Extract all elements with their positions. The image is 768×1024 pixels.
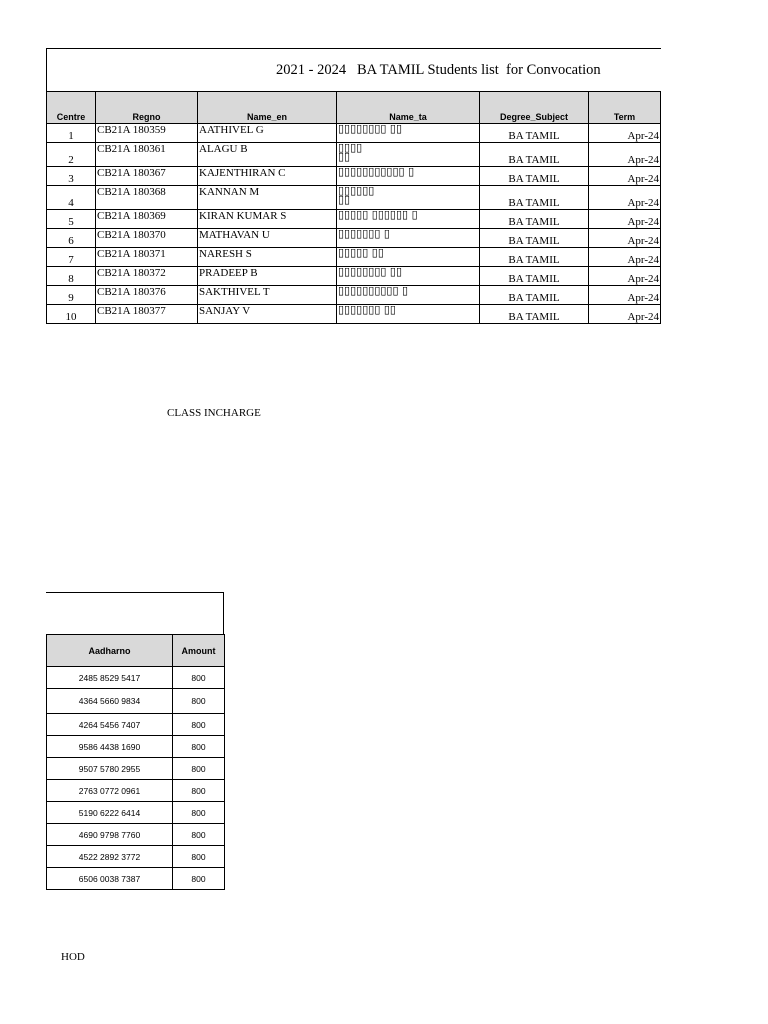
table-row bbox=[47, 167, 661, 186]
table-row bbox=[47, 210, 661, 229]
table-row bbox=[47, 736, 225, 758]
cell-centre: 8 bbox=[47, 267, 96, 286]
cell-term: Apr-24 bbox=[589, 248, 661, 267]
cell-amount: 800 bbox=[173, 846, 225, 868]
cell-name-ta: ▯▯▯▯▯▯▯▯ ▯▯ bbox=[337, 124, 480, 143]
cell-degree-subject: BA TAMIL bbox=[480, 186, 589, 210]
table-row bbox=[47, 267, 661, 286]
title-band bbox=[46, 48, 661, 92]
cell-name-en: PRADEEP B bbox=[198, 267, 337, 286]
table-row bbox=[47, 868, 225, 890]
table-row bbox=[47, 143, 661, 167]
cell-centre: 2 bbox=[47, 143, 96, 167]
header-centre: Centre bbox=[47, 92, 96, 124]
cell-regno: CB21A 180368 bbox=[96, 186, 198, 210]
cell-term: Apr-24 bbox=[589, 267, 661, 286]
cell-name-ta: ▯▯▯▯▯▯▯▯ ▯▯ bbox=[337, 267, 480, 286]
cell-degree-subject: BA TAMIL bbox=[480, 305, 589, 324]
cell-degree-subject: BA TAMIL bbox=[480, 124, 589, 143]
cell-regno: CB21A 180376 bbox=[96, 286, 198, 305]
cell-name-ta: ▯▯▯▯▯▯▯▯▯▯▯ ▯ bbox=[337, 167, 480, 186]
header-name-ta: Name_ta bbox=[337, 92, 480, 124]
cell-name-en: NARESH S bbox=[198, 248, 337, 267]
cell-regno: CB21A 180369 bbox=[96, 210, 198, 229]
cell-name-ta: ▯▯▯▯▯▯▯▯▯▯ ▯ bbox=[337, 286, 480, 305]
table-row bbox=[47, 286, 661, 305]
cell-name-en: MATHAVAN U bbox=[198, 229, 337, 248]
cell-amount: 800 bbox=[173, 736, 225, 758]
cell-degree-subject: BA TAMIL bbox=[480, 210, 589, 229]
cell-amount: 800 bbox=[173, 689, 225, 714]
cell-name-en: SANJAY V bbox=[198, 305, 337, 324]
cell-aadharno: 4522 2892 3772 bbox=[47, 846, 173, 868]
cell-aadharno: 9586 4438 1690 bbox=[47, 736, 173, 758]
hod-label: HOD bbox=[61, 951, 85, 963]
cell-regno: CB21A 180367 bbox=[96, 167, 198, 186]
cell-aadharno: 2485 8529 5417 bbox=[47, 667, 173, 689]
cell-term: Apr-24 bbox=[589, 186, 661, 210]
table-row bbox=[47, 229, 661, 248]
cell-regno: CB21A 180359 bbox=[96, 124, 198, 143]
table-row bbox=[47, 305, 661, 324]
cell-aadharno: 4264 5456 7407 bbox=[47, 714, 173, 736]
cell-degree-subject: BA TAMIL bbox=[480, 167, 589, 186]
cell-term: Apr-24 bbox=[589, 143, 661, 167]
cell-name-en: ALAGU B bbox=[198, 143, 337, 167]
cell-term: Apr-24 bbox=[589, 124, 661, 143]
cell-amount: 800 bbox=[173, 714, 225, 736]
cell-name-ta: ▯▯▯▯▯▯▯ ▯▯ bbox=[337, 305, 480, 324]
cell-degree-subject: BA TAMIL bbox=[480, 248, 589, 267]
cell-name-en: KAJENTHIRAN C bbox=[198, 167, 337, 186]
class-incharge-label: CLASS INCHARGE bbox=[167, 407, 261, 419]
table-row bbox=[47, 667, 225, 689]
cell-name-ta: ▯▯▯▯ ▯▯ bbox=[337, 143, 480, 167]
cell-amount: 800 bbox=[173, 868, 225, 890]
cell-term: Apr-24 bbox=[589, 305, 661, 324]
cell-centre: 4 bbox=[47, 186, 96, 210]
aadhar-table bbox=[46, 634, 225, 890]
cell-aadharno: 5190 6222 6414 bbox=[47, 802, 173, 824]
cell-centre: 3 bbox=[47, 167, 96, 186]
cell-term: Apr-24 bbox=[589, 229, 661, 248]
cell-regno: CB21A 180370 bbox=[96, 229, 198, 248]
cell-term: Apr-24 bbox=[589, 167, 661, 186]
table-row bbox=[47, 689, 225, 714]
cell-aadharno: 6506 0038 7387 bbox=[47, 868, 173, 890]
cell-degree-subject: BA TAMIL bbox=[480, 267, 589, 286]
cell-amount: 800 bbox=[173, 758, 225, 780]
header-amount: Amount bbox=[173, 635, 225, 667]
cell-centre: 5 bbox=[47, 210, 96, 229]
cell-degree-subject: BA TAMIL bbox=[480, 143, 589, 167]
cell-name-ta: ▯▯▯▯▯ ▯▯ bbox=[337, 248, 480, 267]
cell-regno: CB21A 180371 bbox=[96, 248, 198, 267]
cell-aadharno: 4364 5660 9834 bbox=[47, 689, 173, 714]
header-aadharno: Aadharno bbox=[47, 635, 173, 667]
table-row bbox=[47, 124, 661, 143]
aadhar-title-band bbox=[46, 592, 224, 635]
cell-term: Apr-24 bbox=[589, 210, 661, 229]
cell-name-en: SAKTHIVEL T bbox=[198, 286, 337, 305]
cell-centre: 10 bbox=[47, 305, 96, 324]
page-title: 2021 - 2024 BA TAMIL Students list for Convocation bbox=[276, 62, 601, 78]
cell-amount: 800 bbox=[173, 802, 225, 824]
table-row bbox=[47, 846, 225, 868]
table-row bbox=[47, 186, 661, 210]
cell-name-en: KIRAN KUMAR S bbox=[198, 210, 337, 229]
cell-regno: CB21A 180361 bbox=[96, 143, 198, 167]
cell-amount: 800 bbox=[173, 824, 225, 846]
students-table bbox=[46, 91, 661, 324]
cell-name-en: KANNAN M bbox=[198, 186, 337, 210]
cell-degree-subject: BA TAMIL bbox=[480, 286, 589, 305]
students-header-row bbox=[47, 92, 661, 124]
cell-name-ta: ▯▯▯▯▯▯▯ ▯ bbox=[337, 229, 480, 248]
cell-centre: 1 bbox=[47, 124, 96, 143]
header-degree-subject: Degree_Subject bbox=[480, 92, 589, 124]
cell-centre: 9 bbox=[47, 286, 96, 305]
cell-term: Apr-24 bbox=[589, 286, 661, 305]
table-row bbox=[47, 824, 225, 846]
cell-centre: 6 bbox=[47, 229, 96, 248]
cell-regno: CB21A 180377 bbox=[96, 305, 198, 324]
table-row bbox=[47, 758, 225, 780]
cell-amount: 800 bbox=[173, 780, 225, 802]
cell-name-ta: ▯▯▯▯▯▯ ▯▯ bbox=[337, 186, 480, 210]
header-name-en: Name_en bbox=[198, 92, 337, 124]
cell-regno: CB21A 180372 bbox=[96, 267, 198, 286]
cell-aadharno: 2763 0772 0961 bbox=[47, 780, 173, 802]
table-row bbox=[47, 780, 225, 802]
table-row bbox=[47, 714, 225, 736]
table-row bbox=[47, 248, 661, 267]
cell-centre: 7 bbox=[47, 248, 96, 267]
aadhar-header-row bbox=[47, 635, 225, 667]
cell-name-ta: ▯▯▯▯▯ ▯▯▯▯▯▯ ▯ bbox=[337, 210, 480, 229]
table-row bbox=[47, 802, 225, 824]
cell-name-en: AATHIVEL G bbox=[198, 124, 337, 143]
cell-aadharno: 4690 9798 7760 bbox=[47, 824, 173, 846]
header-regno: Regno bbox=[96, 92, 198, 124]
cell-aadharno: 9507 5780 2955 bbox=[47, 758, 173, 780]
header-term: Term bbox=[589, 92, 661, 124]
cell-degree-subject: BA TAMIL bbox=[480, 229, 589, 248]
cell-amount: 800 bbox=[173, 667, 225, 689]
